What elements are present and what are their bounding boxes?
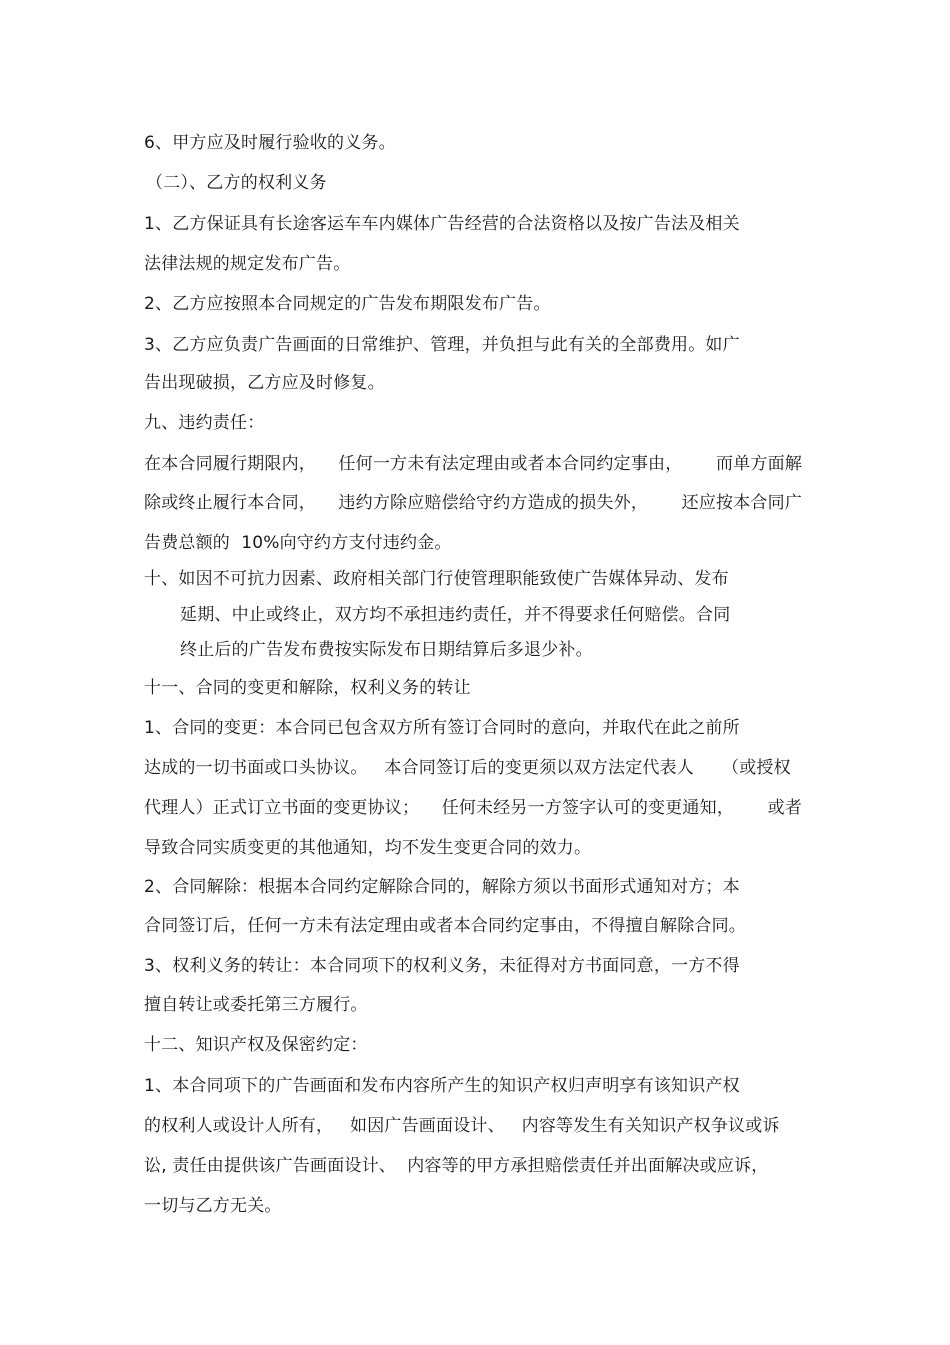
clause-line: 达成的一切书面或口头协议。 本合同签订后的变更须以双方法定代表人 （或授权 [144, 758, 791, 778]
section-heading: 十一、合同的变更和解除，权利义务的转让 [144, 678, 471, 698]
clause-line: 6、甲方应及时履行验收的义务。 [144, 133, 396, 153]
clause-line: 的权利人或设计人所有， 如因广告画面设计、 内容等发生有关知识产权争议或诉 [144, 1116, 780, 1136]
section-heading: 十二、知识产权及保密约定： [144, 1035, 368, 1055]
section-heading: 十、如因不可抗力因素、政府相关部门行使管理职能致使广告媒体异动、发布 [144, 569, 729, 589]
clause-line: 除或终止履行本合同， 违约方除应赔偿给守约方造成的损失外， 还应按本合同广 [144, 493, 803, 513]
clause-line: 1、合同的变更：本合同已包含双方所有签订合同时的意向，并取代在此之前所 [144, 718, 740, 738]
clause-line: 法律法规的规定发布广告。 [144, 254, 351, 274]
section-heading: （二）、乙方的权利义务 [146, 173, 327, 193]
clause-line: 3、权利义务的转让：本合同项下的权利义务，未征得对方书面同意，一方不得 [144, 956, 740, 976]
clause-line: 一切与乙方无关。 [144, 1196, 282, 1216]
clause-line: 告费总额的 10%向守约方支付违约金。 [144, 533, 452, 553]
clause-line: 2、合同解除：根据本合同约定解除合同的，解除方须以书面形式通知对方；本 [144, 877, 740, 897]
clause-line: 导致合同实质变更的其他通知，均不发生变更合同的效力。 [144, 838, 592, 858]
clause-line: 2、乙方应按照本合同规定的广告发布期限发布广告。 [144, 294, 551, 314]
clause-line: 延期、中止或终止，双方均不承担违约责任，并不得要求任何赔偿。合同 [180, 605, 731, 625]
clause-line: 1、本合同项下的广告画面和发布内容所产生的知识产权归声明享有该知识产权 [144, 1076, 740, 1096]
clause-line: 代理人）正式订立书面的变更协议； 任何未经另一方签字认可的变更通知， 或者 [144, 798, 803, 818]
clause-line: 合同签订后，任何一方未有法定理由或者本合同约定事由，不得擅自解除合同。 [144, 916, 746, 936]
clause-line: 告出现破损，乙方应及时修复。 [144, 373, 385, 393]
clause-line: 擅自转让或委托第三方履行。 [144, 995, 368, 1015]
clause-line: 3、乙方应负责广告画面的日常维护、管理，并负担与此有关的全部费用。如广 [144, 335, 740, 355]
section-heading: 九、违约责任： [144, 413, 265, 433]
clause-line: 讼, 责任由提供该广告画面设计、 内容等的甲方承担赔偿责任并出面解决或应诉， [144, 1156, 769, 1176]
clause-line: 1、乙方保证具有长途客运车车内媒体广告经营的合法资格以及按广告法及相关 [144, 214, 740, 234]
clause-line: 在本合同履行期限内， 任何一方未有法定理由或者本合同约定事由， 而单方面解 [144, 454, 803, 474]
clause-line: 终止后的广告发布费按实际发布日期结算后多退少补。 [180, 640, 593, 660]
